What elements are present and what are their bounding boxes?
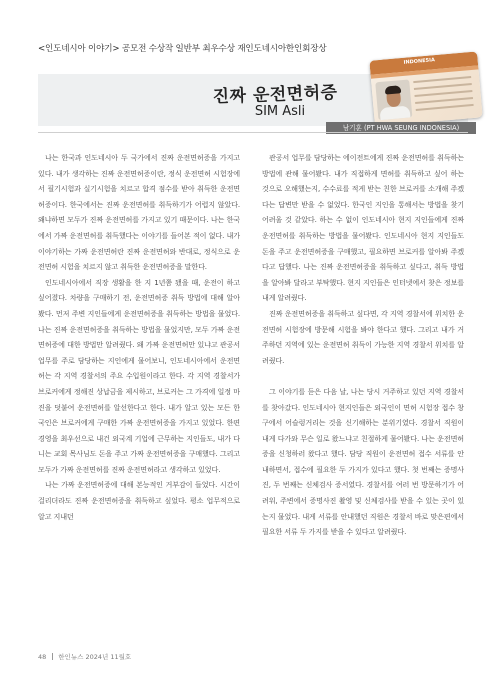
photo-hair [385, 85, 402, 94]
page-footer [38, 652, 131, 661]
photo-shirt [379, 106, 410, 121]
footer-separator [52, 653, 53, 660]
card-line [413, 76, 471, 83]
paragraph: 관공서 업무를 담당하는 에이전트에게 진짜 운전면허를 취득하는 방법에 관해 물어봤다. 내가 직접하게 면허를 취득하고 싶어 하는 것으로 오해했는지, 수수료를 적게 받는 친한 브로커를 소개해 주겠다는 답변만 받을 수 없었다. 한국인 지인을 통해서는 방법을 찾기 어려울 것 같았다. 하는 수 없이 인도네시아 현지 지인들에게 진짜 운전면허를 취득하는 방법을 물어봤다. 인도네시아 현지 지인들도 돈을 주고 운전면허증을 구매했고, 필요하면 브로커를 알아봐 주겠다고 답했다. 나는 진짜 운전면허증을 취득하고 싶다고, 취득 방법을 알아봐 달라고 부탁했다. 현지 지인들은 인터넷에서 찾은 정보를 내게 알려줬다. [262, 153, 464, 303]
card-country-label: INDONESIA [403, 57, 436, 66]
author-badge: 남기훈 (PT HWA SEUNG INDONESIA) [326, 122, 476, 134]
card-text-lines [413, 76, 474, 116]
paragraph: 나는 가짜 운전면허증에 대해 본능적인 거부감이 들었다. 시간이 걸리더라도 진짜 운전면허증을 취득하고 싶었다. 평소 업무적으로 알고 지내던 [38, 480, 240, 521]
top-headline: <인도네시아 이야기> 공모전 수상작 일반부 최우수상 재인도네시아한인회장상 [38, 44, 327, 54]
left-column [38, 150, 240, 524]
page-number: 48 [38, 653, 47, 661]
header-divider [38, 132, 468, 133]
card-line [414, 90, 472, 97]
paragraph: 그 이야기를 듣은 다음 날, 나는 당시 거주하고 있던 지역 경찰서를 찾아갔다. 인도네시아 현지인들은 외국인이 면허 시험장 접수 창구에서 어슬렁거리는 것을 신기해하는 분위기였다. 경찰서 직원이 내게 다가와 무슨 일로 왔느냐고 친절하게 물어봤다. 나는 운전면허증을 신청하러 왔다고 했다. 담당 직원이 운전면허 접수 서류를 안내하면서, 접수에 필요한 두 가지가 있다고 했다. 첫 번째는 증명사진, 두 번째는 신체검사 증서였다. 경찰서를 여러 번 방문하기가 어려워, 주변에서 증명사진 촬영 및 신체검사를 받을 수 있는 곳이 있는지 물었다. 내게 서류를 안내했던 직원은 경찰서 바로 맞은편에서 필요한 서류 두 가지를 받을 수 있다고 알려줬다. [262, 386, 464, 537]
paragraph: 나는 한국과 인도네시아 두 국가에서 진짜 운전면허증을 가지고 있다. 내가 생각하는 진짜 운전면허증이란, 정식 운전면허 시험장에서 필기시험과 실기시험을 치르고 합격 점수를 받아 취득한 운전면허증이다. 한국에서는 진짜 운전면허를 취득하기가 어렵지 않았다. 왜냐하면 모두가 진짜 운전면허를 가지고 있기 때문이다. 나는 한국에서 가짜 운전면허를 취득했다는 이야기를 들어본 적이 없다. 내가 이야기하는 가짜 운전면허란 진짜 운전면허와 반대로, 정식으로 운전면허 시험을 치르지 않고 취득한 운전면허증을 말한다. [38, 153, 240, 272]
right-column [262, 150, 464, 540]
article-subtitle: SIM Asli [254, 104, 306, 119]
license-card-image [369, 51, 482, 126]
card-line [415, 97, 473, 104]
card-line [414, 83, 472, 90]
card-photo [375, 79, 412, 120]
article-title: 진짜 운전면허증 [212, 82, 338, 108]
paragraph: 인도네시아에서 직장 생활을 한 지 1년쯤 됐을 때, 운전이 하고 싶어졌다. 차량을 구매하기 전, 운전면허증 취득 방법에 대해 알아봤다. 먼저 주변 지인들에게 운전면허증을 취득하는 방법을 물었다. 나는 진짜 운전면허증을 취득하는 방법을 물었지만, 모두 가짜 운전면허증에 대한 방법만 알려줬다. 왜 가짜 운전면허만 있냐고 관공서 업무를 주로 담당하는 지인에게 물어보니, 인도네시아에서 운전면허는 각 지역 경찰서의 주요 수입원이라고 한다. 각 지역 경찰서가 브로커에게 정해진 상납금을 제시하고, 브로커는 그 가격에 일정 마진을 덧붙여 운전면허를 알선한다고 한다. 내가 알고 있는 모든 한국인은 브로커에게 구매한 가짜 운전면허증을 가지고 있었다. 한편 경영을 최우선으로 내건 외국계 기업에 근무하는 지인들도, 내가 다니는 교회 목사님도 돈을 주고 가짜 운전면허증을 구매했다. 그리고 모두가 가짜 운전면허를 진짜 운전면허라고 생각하고 있었다. [38, 277, 240, 474]
paragraph: 진짜 운전면허증을 취득하고 싶다면, 각 지역 경찰서에 위치한 운전면허 시험장에 방문해 시험을 봐야 한다고 했다. 그리고 내가 거주하던 지역에 있는 운전면허 취득이 가능한 지역 경찰서 위치를 알려줬다. [262, 308, 464, 365]
publication-name: 한인뉴스 2024년 11월호 [58, 653, 132, 661]
card-line [416, 104, 474, 111]
